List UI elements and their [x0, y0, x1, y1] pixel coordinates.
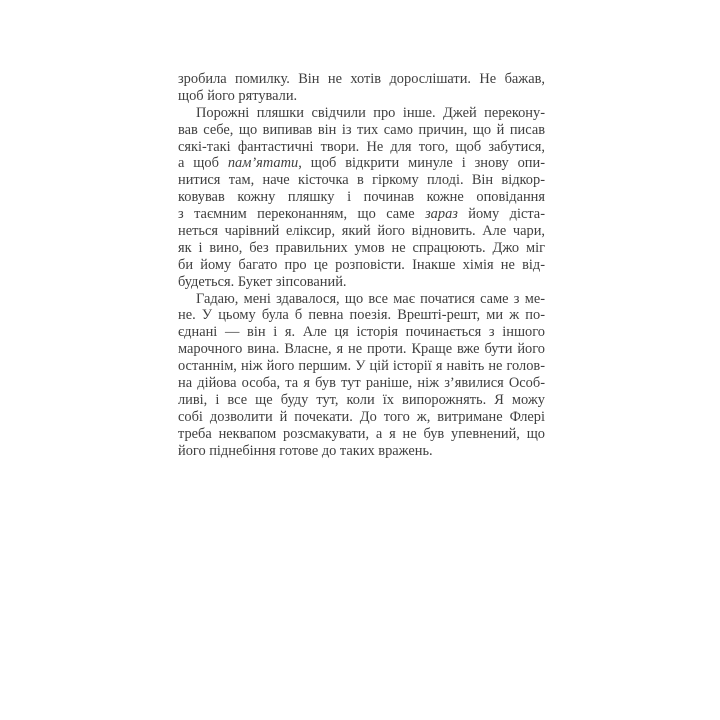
text-line: [178, 426, 545, 443]
text-segment: собі дозволити й почекати. До того ж, витримане Флері: [178, 408, 545, 425]
text-line: [178, 291, 545, 308]
text-segment: треба неквапом розсмакувати, а я не був упевнений, що: [178, 425, 545, 442]
text-line: [178, 240, 545, 257]
text-line: [178, 172, 545, 189]
text-line: [178, 122, 545, 139]
text-line: [178, 139, 545, 156]
text-line: [178, 375, 545, 392]
text-line: [178, 307, 545, 324]
text-segment: Гадаю, мені здавалося, що все має початися саме з ме-: [196, 290, 545, 307]
text-segment: нитися там, наче кісточка в гіркому плоді. Він відкор-: [178, 172, 545, 189]
text-segment: єднані — він і я. Але ця історія починається з іншого: [178, 324, 545, 341]
text-line: [178, 324, 545, 341]
text-line: [178, 392, 545, 409]
text-segment: , щоб відкрити минуле і знову опи-: [298, 155, 545, 172]
text-segment: марочного вина. Власне, я не проти. Краще вже бути його: [178, 341, 545, 358]
text-segment: а щоб: [178, 155, 228, 172]
text-line: [178, 105, 545, 122]
text-segment: би йому багато про це розповісти. Інакше хімія не від-: [178, 256, 545, 273]
text-line: [178, 274, 545, 291]
text-line: [178, 257, 545, 274]
text-line: [178, 206, 545, 223]
text-line: [178, 409, 545, 426]
text-segment: сякі-такі фантастичні твори. Не для того, щоб забутися,: [178, 138, 545, 155]
text-segment: будеться. Букет зіпсований.: [178, 273, 347, 290]
text-line: [178, 189, 545, 206]
text-line: [178, 341, 545, 358]
text-segment: вав себе, що випивав він із тих само причин, що й писав: [178, 121, 545, 138]
text-segment: Порожні пляшки свідчили про інше. Джей перекону-: [196, 104, 545, 121]
text-line: [178, 88, 545, 105]
text-segment: ковував кожну пляшку і починав кожне оповідання: [178, 189, 545, 206]
text-segment: останнім, ніж його першим. У цій історії я навіть не голов-: [178, 358, 545, 375]
text-segment: з таємним переконанням, що саме: [178, 206, 426, 223]
text-segment: ливі, і все ще буду тут, коли їх випорожнять. Я можу: [178, 391, 545, 408]
text-segment: неться чарівний еліксир, який його відновить. Але чари,: [178, 223, 545, 240]
italic-text: зараз: [425, 206, 458, 223]
text-segment: не. У цьому була б певна поезія. Врешті-решт, ми ж по-: [178, 307, 545, 324]
text-line: [178, 223, 545, 240]
text-line: [178, 155, 545, 172]
text-segment: його піднебіння готове до таких вражень.: [178, 442, 433, 459]
page-text-block: [178, 71, 545, 459]
text-line: [178, 443, 545, 460]
text-segment: йому діста-: [457, 206, 545, 223]
italic-text: пам’ятати: [227, 155, 299, 172]
text-line: [178, 358, 545, 375]
text-segment: як і вино, без правильних умов не спрацюють. Джо міг: [178, 239, 545, 256]
text-line: [178, 71, 545, 88]
text-segment: зробила помилку. Він не хотів дорослішати. Не бажав,: [178, 71, 545, 87]
text-segment: на дійова особа, та я був тут раніше, ніж з’явилися Особ-: [178, 375, 545, 392]
text-segment: щоб його рятували.: [178, 87, 298, 104]
